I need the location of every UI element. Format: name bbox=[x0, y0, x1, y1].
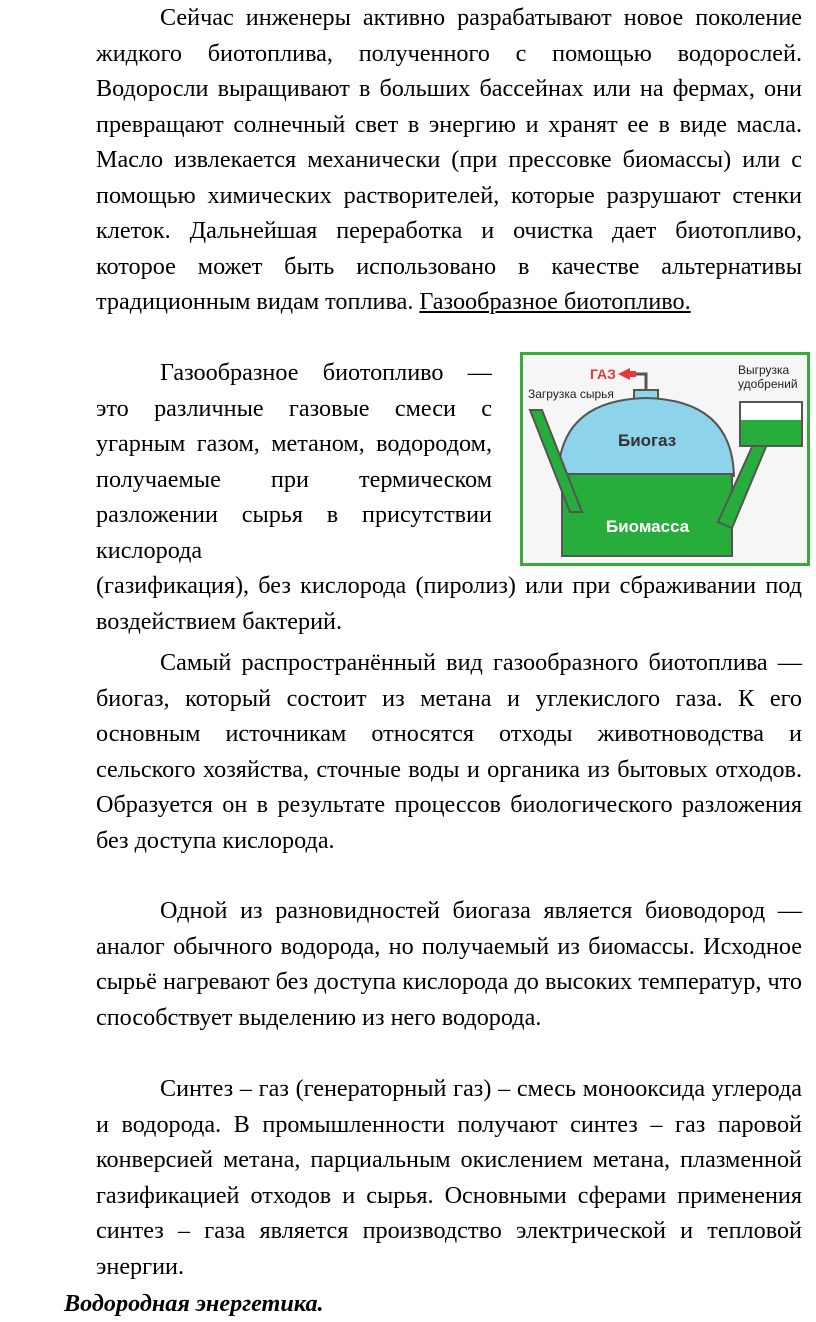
paragraph-liquid-biofuel bbox=[96, 0, 802, 320]
paragraph-liquid-biofuel-text: Сейчас инженеры активно разрабатывают новое поколение жидкого биотоплива, полученного с помощью водорослей. Водоросли выращивают в больших бассейнах или на фермах, они превращают солнечный свет в энергию и хранят ее в виде масла. Масло извлекается механически (при прессовке биомассы) или с помощью химических растворителей, которые разрушают стенки клеток. Дальнейшая переработка и очистка дает биотопливо, которое может быть использовано в качестве альтернативы традиционным видам топлива. bbox=[96, 4, 802, 315]
section-heading-hydrogen-energy: Водородная энергетика. bbox=[64, 1290, 324, 1317]
gaseous-biofuel-link[interactable]: Газообразное биотопливо. bbox=[419, 288, 691, 315]
fertilizer-level bbox=[741, 420, 801, 445]
paragraph-gaseous-biofuel-wrapped: Газообразное биотопливо — это различные газовые смеси с угарным газом, метаном, водородом, получаемые при термическом разложении сырья в присутствии кислорода bbox=[96, 359, 492, 564]
unload-label-line2: удобрений bbox=[738, 377, 798, 391]
biomass-label: Биомасса bbox=[606, 517, 690, 536]
paragraph-biogas: Самый распространённый вид газообразного биотоплива — биогаз, который состоит из метана и углекислого газа. К его основным источникам относятся отходы животноводства и сельского хозяйства, сточные воды и органика из бытовых отходов. Образуется он в результате процессов биологического разложения без доступа кислорода. bbox=[96, 649, 802, 854]
paragraph-biohydrogen: Одной из разновидностей биогаза является биоводород — аналог обычного водорода, но получаемый из биомассы. Исходное сырьё нагревают без доступа кислорода до высоких температур, что способствует выделению из него водорода. bbox=[96, 897, 802, 1031]
gas-label: ГАЗ bbox=[590, 366, 616, 382]
paragraph-syngas: Синтез – газ (генераторный газ) – смесь монооксида углерода и водорода. В промышленности получают синтез – газ паровой конверсией метана, парциальным окислением метана, плазменной газификацией отходов и сырья. Основными сферами применения синтез – газа является производство электрической и тепловой энергии. bbox=[96, 1075, 802, 1280]
biogas-label: Биогаз bbox=[618, 431, 677, 450]
paragraph-gaseous-biofuel-rest: (газификация), без кислорода (пиролиз) или при сбраживании под воздействием бактерий. bbox=[96, 572, 802, 635]
biogas-plant-diagram bbox=[520, 352, 810, 566]
feed-label: Загрузка сырья bbox=[528, 387, 614, 401]
biogas-plant-figure bbox=[520, 352, 810, 566]
unload-label-line1: Выгрузка bbox=[738, 363, 790, 377]
biomass-tank bbox=[562, 474, 732, 556]
gas-arrow-shaft bbox=[624, 371, 636, 377]
